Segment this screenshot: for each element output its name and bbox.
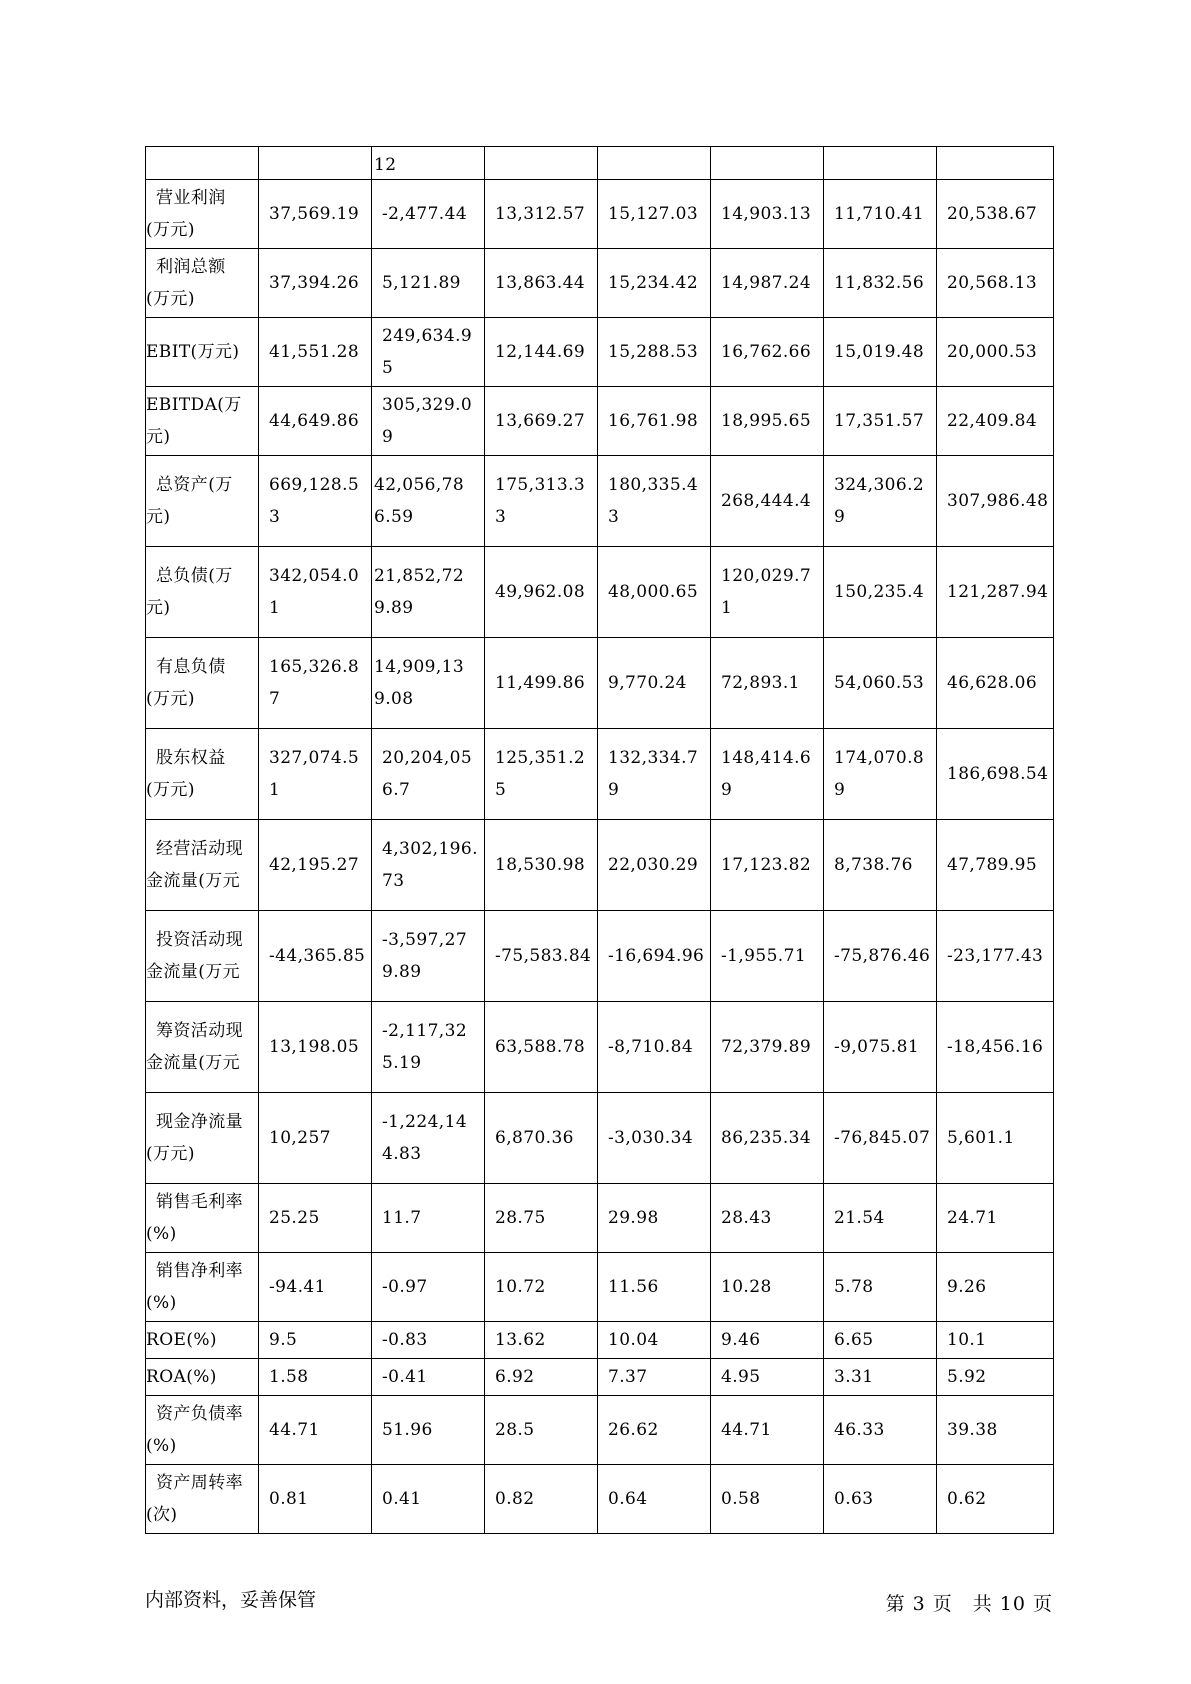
- table-row: [146, 1093, 1054, 1184]
- row-label-cell: [146, 911, 259, 1002]
- table-cell: 28.43: [711, 1184, 824, 1253]
- table-cell: 165,326.87: [259, 638, 372, 729]
- table-cell: -0.97: [372, 1253, 485, 1322]
- table-cell: -75,876.46: [824, 911, 937, 1002]
- row-label-line: 销售毛利率: [156, 1192, 243, 1212]
- table-cell: 6.92: [485, 1359, 598, 1396]
- table-cell: [259, 147, 372, 180]
- table-cell: 15,019.48: [824, 318, 937, 387]
- table-cell: [485, 147, 598, 180]
- table-cell: 10,257: [259, 1093, 372, 1184]
- row-label-line: ROE(%): [146, 1330, 217, 1350]
- table-cell: 669,128.53: [259, 456, 372, 547]
- table-cell: 41,551.28: [259, 318, 372, 387]
- table-cell: 0.58: [711, 1465, 824, 1534]
- table-cell: 18,995.65: [711, 387, 824, 456]
- table-cell: 11,710.41: [824, 180, 937, 249]
- row-label-cell: [146, 1184, 259, 1253]
- table-cell: 9.26: [937, 1253, 1054, 1322]
- table-cell: 174,070.89: [824, 729, 937, 820]
- table-row: [146, 1002, 1054, 1093]
- row-label-line: 总资产(万: [156, 475, 233, 495]
- row-label-line: 现金净流量: [156, 1112, 243, 1132]
- table-row: [146, 147, 1054, 180]
- table-cell: -1,224,144.83: [372, 1093, 485, 1184]
- table-cell: 28.75: [485, 1184, 598, 1253]
- table-cell: 13,863.44: [485, 249, 598, 318]
- table-cell: 16,761.98: [598, 387, 711, 456]
- table-cell: 72,379.89: [711, 1002, 824, 1093]
- financial-table: [145, 146, 1054, 1534]
- row-label-cell: [146, 820, 259, 911]
- table-cell: 5.92: [937, 1359, 1054, 1396]
- table-cell: -8,710.84: [598, 1002, 711, 1093]
- row-label-line: (%): [146, 1224, 177, 1244]
- row-label-line: 股东权益: [156, 748, 226, 768]
- table-cell: 125,351.25: [485, 729, 598, 820]
- table-cell: 63,588.78: [485, 1002, 598, 1093]
- row-label-line: 总负债(万: [156, 566, 233, 586]
- table-cell: 9.5: [259, 1322, 372, 1359]
- table-cell: 44,649.86: [259, 387, 372, 456]
- table-cell: -23,177.43: [937, 911, 1054, 1002]
- row-label-line: 营业利润: [156, 188, 226, 208]
- row-label-cell: [146, 456, 259, 547]
- table-row: [146, 180, 1054, 249]
- table-cell: -2,477.44: [372, 180, 485, 249]
- table-cell: -9,075.81: [824, 1002, 937, 1093]
- table-cell: 47,789.95: [937, 820, 1054, 911]
- table-row: [146, 820, 1054, 911]
- table-cell: 5,601.1: [937, 1093, 1054, 1184]
- row-label-line: (%): [146, 1436, 177, 1456]
- table-cell: 10.1: [937, 1322, 1054, 1359]
- table-cell: [711, 147, 824, 180]
- table-row: [146, 456, 1054, 547]
- row-label-line: ROA(%): [146, 1367, 217, 1387]
- table-row: [146, 249, 1054, 318]
- table-cell: 44.71: [711, 1396, 824, 1465]
- row-label-cell: [146, 180, 259, 249]
- row-label-cell: [146, 638, 259, 729]
- table-cell: -16,694.96: [598, 911, 711, 1002]
- table-cell: 10.04: [598, 1322, 711, 1359]
- table-row: [146, 318, 1054, 387]
- table-row: [146, 1184, 1054, 1253]
- row-label-line: (万元): [146, 289, 195, 309]
- table-cell: -76,845.07: [824, 1093, 937, 1184]
- table-cell: 26.62: [598, 1396, 711, 1465]
- table-cell: 342,054.01: [259, 547, 372, 638]
- table-cell: 15,234.42: [598, 249, 711, 318]
- row-label-cell: [146, 1253, 259, 1322]
- table-cell: 307,986.48: [937, 456, 1054, 547]
- table-cell: 6.65: [824, 1322, 937, 1359]
- footer-page-number: 第 3 页 共 10 页: [885, 1593, 1053, 1615]
- table-cell: 46,628.06: [937, 638, 1054, 729]
- table-cell: 37,394.26: [259, 249, 372, 318]
- row-label-line: 利润总额: [156, 257, 226, 277]
- table-cell: 14,909,139.08: [372, 638, 485, 729]
- table-cell: 180,335.43: [598, 456, 711, 547]
- table-cell: 72,893.1: [711, 638, 824, 729]
- table-row: [146, 729, 1054, 820]
- table-cell: 9,770.24: [598, 638, 711, 729]
- table-cell: 13,669.27: [485, 387, 598, 456]
- row-label-cell: [146, 318, 259, 387]
- table-cell: 305,329.09: [372, 387, 485, 456]
- table-cell: 121,287.94: [937, 547, 1054, 638]
- table-cell: 42,195.27: [259, 820, 372, 911]
- table-cell: 150,235.4: [824, 547, 937, 638]
- table-cell: 0.62: [937, 1465, 1054, 1534]
- table-cell: -2,117,325.19: [372, 1002, 485, 1093]
- table-cell: 11,499.86: [485, 638, 598, 729]
- table-cell: 7.37: [598, 1359, 711, 1396]
- row-label-cell: [146, 1359, 259, 1396]
- table-cell: 15,288.53: [598, 318, 711, 387]
- row-label-line: 金流量(万元: [146, 871, 241, 891]
- footer-confidential-note: 内部资料，妥善保管: [145, 1589, 317, 1611]
- table-cell: 49,962.08: [485, 547, 598, 638]
- table-cell: 25.25: [259, 1184, 372, 1253]
- table-cell: -3,597,279.89: [372, 911, 485, 1002]
- table-row: [146, 387, 1054, 456]
- table-cell: 0.64: [598, 1465, 711, 1534]
- row-label-cell: [146, 147, 259, 180]
- table-cell: 14,987.24: [711, 249, 824, 318]
- table-row: [146, 1322, 1054, 1359]
- table-cell: -44,365.85: [259, 911, 372, 1002]
- table-row: [146, 638, 1054, 729]
- row-label-line: (万元): [146, 689, 195, 709]
- table-cell: 0.41: [372, 1465, 485, 1534]
- table-body: [146, 147, 1054, 1534]
- table-cell: 20,568.13: [937, 249, 1054, 318]
- table-cell: 4,302,196.73: [372, 820, 485, 911]
- row-label-line: 资产周转率: [156, 1473, 243, 1493]
- row-label-cell: [146, 1396, 259, 1465]
- table-cell: 28.5: [485, 1396, 598, 1465]
- table-cell: -3,030.34: [598, 1093, 711, 1184]
- table-cell: 4.95: [711, 1359, 824, 1396]
- table-cell: 0.81: [259, 1465, 372, 1534]
- table-cell: 44.71: [259, 1396, 372, 1465]
- row-label-cell: [146, 1322, 259, 1359]
- table-cell: 20,000.53: [937, 318, 1054, 387]
- table-cell: 20,538.67: [937, 180, 1054, 249]
- table-cell: 48,000.65: [598, 547, 711, 638]
- row-label-line: 元): [146, 598, 171, 618]
- table-cell: [598, 147, 711, 180]
- row-label-cell: [146, 1093, 259, 1184]
- table-cell: 11.56: [598, 1253, 711, 1322]
- table-cell: 3.31: [824, 1359, 937, 1396]
- table-cell: 10.72: [485, 1253, 598, 1322]
- table-cell: 37,569.19: [259, 180, 372, 249]
- table-cell: 29.98: [598, 1184, 711, 1253]
- table-cell: 39.38: [937, 1396, 1054, 1465]
- table-cell: 20,204,056.7: [372, 729, 485, 820]
- table-cell: 11.7: [372, 1184, 485, 1253]
- table-cell: 54,060.53: [824, 638, 937, 729]
- table-cell: -94.41: [259, 1253, 372, 1322]
- row-label-line: 元): [146, 427, 171, 447]
- row-label-line: EBIT(万元): [146, 342, 240, 362]
- table-cell: 21.54: [824, 1184, 937, 1253]
- table-cell: 13,198.05: [259, 1002, 372, 1093]
- table-cell: [824, 147, 937, 180]
- table-cell: 12: [372, 147, 485, 180]
- table-cell: 9.46: [711, 1322, 824, 1359]
- table-cell: 17,351.57: [824, 387, 937, 456]
- table-cell: 132,334.79: [598, 729, 711, 820]
- table-cell: 51.96: [372, 1396, 485, 1465]
- table-cell: 324,306.29: [824, 456, 937, 547]
- table-cell: 14,903.13: [711, 180, 824, 249]
- row-label-line: 经营活动现: [156, 839, 243, 859]
- table-cell: 42,056,786.59: [372, 456, 485, 547]
- table-cell: 327,074.51: [259, 729, 372, 820]
- table-cell: 6,870.36: [485, 1093, 598, 1184]
- table-cell: 15,127.03: [598, 180, 711, 249]
- table-cell: 24.71: [937, 1184, 1054, 1253]
- row-label-cell: [146, 729, 259, 820]
- table-cell: [937, 147, 1054, 180]
- row-label-line: (次): [146, 1505, 178, 1525]
- row-label-line: (%): [146, 1293, 177, 1313]
- table-cell: -0.41: [372, 1359, 485, 1396]
- table-cell: 10.28: [711, 1253, 824, 1322]
- row-label-line: 金流量(万元: [146, 962, 241, 982]
- table-row: [146, 1465, 1054, 1534]
- table-row: [146, 1359, 1054, 1396]
- table-cell: 17,123.82: [711, 820, 824, 911]
- table-cell: 5,121.89: [372, 249, 485, 318]
- table-cell: 186,698.54: [937, 729, 1054, 820]
- row-label-cell: [146, 387, 259, 456]
- table-cell: 5.78: [824, 1253, 937, 1322]
- row-label-cell: [146, 249, 259, 318]
- table-cell: 22,030.29: [598, 820, 711, 911]
- table-row: [146, 547, 1054, 638]
- table-cell: 21,852,729.89: [372, 547, 485, 638]
- table-cell: 13,312.57: [485, 180, 598, 249]
- table-cell: 22,409.84: [937, 387, 1054, 456]
- row-label-line: (万元): [146, 1144, 195, 1164]
- table-cell: 148,414.69: [711, 729, 824, 820]
- row-label-line: 销售净利率: [156, 1261, 243, 1281]
- table-cell: -18,456.16: [937, 1002, 1054, 1093]
- row-label-line: 有息负债: [156, 657, 226, 677]
- table-cell: -1,955.71: [711, 911, 824, 1002]
- table-cell: -75,583.84: [485, 911, 598, 1002]
- table-cell: 120,029.71: [711, 547, 824, 638]
- table-row: [146, 911, 1054, 1002]
- table-cell: 0.82: [485, 1465, 598, 1534]
- row-label-line: 资产负债率: [156, 1404, 243, 1424]
- table-cell: 175,313.33: [485, 456, 598, 547]
- row-label-line: 元): [146, 507, 171, 527]
- row-label-cell: [146, 1465, 259, 1534]
- table-cell: 11,832.56: [824, 249, 937, 318]
- row-label-cell: [146, 1002, 259, 1093]
- table-cell: 46.33: [824, 1396, 937, 1465]
- table-cell: -0.83: [372, 1322, 485, 1359]
- table-cell: 12,144.69: [485, 318, 598, 387]
- table-cell: 86,235.34: [711, 1093, 824, 1184]
- table-cell: 18,530.98: [485, 820, 598, 911]
- row-label-line: 投资活动现: [156, 930, 243, 950]
- row-label-line: EBITDA(万: [146, 395, 242, 415]
- row-label-line: (万元): [146, 220, 195, 240]
- table-cell: 249,634.95: [372, 318, 485, 387]
- row-label-cell: [146, 547, 259, 638]
- table-cell: 268,444.4: [711, 456, 824, 547]
- table-cell: 8,738.76: [824, 820, 937, 911]
- row-label-line: 筹资活动现: [156, 1021, 243, 1041]
- table-cell: 13.62: [485, 1322, 598, 1359]
- table-row: [146, 1396, 1054, 1465]
- table-row: [146, 1253, 1054, 1322]
- table-cell: 0.63: [824, 1465, 937, 1534]
- table-cell: 16,762.66: [711, 318, 824, 387]
- table-cell: 1.58: [259, 1359, 372, 1396]
- row-label-line: 金流量(万元: [146, 1053, 241, 1073]
- row-label-line: (万元): [146, 780, 195, 800]
